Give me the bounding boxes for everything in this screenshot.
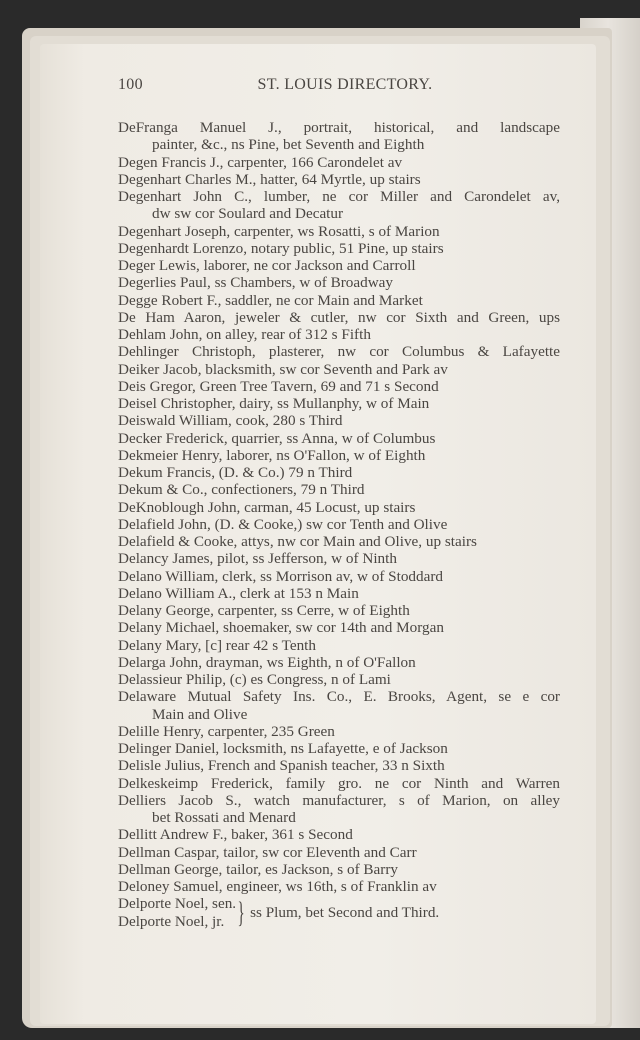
directory-entry: Degenhart Charles M., hatter, 64 Myrtle, up stairs <box>118 170 421 188</box>
directory-entry: Deis Gregor, Green Tree Tavern, 69 and 71 s Second <box>118 377 439 395</box>
bracketed-name: Delporte Noel, sen. <box>118 895 237 913</box>
directory-entry: Dellman Caspar, tailor, sw cor Eleventh and Carr <box>118 843 417 861</box>
directory-entry-continuation: bet Rossati and Menard <box>152 809 296 826</box>
page-number: 100 <box>118 76 143 93</box>
bracketed-entry <box>118 895 560 930</box>
directory-entry: De Ham Aaron, jeweler & cutler, nw cor Sixth and Green, ups <box>118 308 560 326</box>
directory-entry: Dehlinger Christoph, plasterer, nw cor Columbus & Lafayette <box>118 343 560 361</box>
directory-entry: Dehlam John, on alley, rear of 312 s Fifth <box>118 326 371 343</box>
directory-entry: Delany Michael, shoemaker, sw cor 14th and Morgan <box>118 619 444 637</box>
directory-entry: Degenhardt Lorenzo, notary public, 51 Pine, up stairs <box>118 239 444 257</box>
directory-entry: Delisle Julius, French and Spanish teacher, 33 n Sixth <box>118 757 445 775</box>
bracketed-names <box>118 895 236 930</box>
directory-entry: Deisel Christopher, dairy, ss Mullanphy, w of Main <box>118 395 430 412</box>
directory-entry: Deiswald William, cook, 280 s Third <box>118 412 343 430</box>
directory-entry: Dellitt Andrew F., baker, 361 s Second <box>118 826 353 844</box>
directory-entry: Dekmeier Henry, laborer, ns O'Fallon, w of Eighth <box>118 446 426 464</box>
directory-entry: Degenhart John C., lumber, ne cor Miller and Carondelet av, <box>118 188 560 205</box>
page-content <box>118 76 560 930</box>
directory-entry: Delaware Mutual Safety Ins. Co., E. Brooks, Agent, se e cor <box>118 688 560 706</box>
directory-entry: Deger Lewis, laborer, ne cor Jackson and Carroll <box>118 257 416 274</box>
directory-entry: Dekum & Co., confectioners, 79 n Third <box>118 481 365 499</box>
directory-entry: DeKnoblough John, carman, 45 Locust, up stairs <box>118 498 416 516</box>
directory-entry: Degen Francis J., carpenter, 166 Carondelet av <box>118 153 403 171</box>
directory-entry: Delancy James, pilot, ss Jefferson, w of Ninth <box>118 550 397 568</box>
page-title: ST. LOUIS DIRECTORY. <box>257 76 433 93</box>
directory-entry: Delafield & Cooke, attys, nw cor Main and Olive, up stairs <box>118 533 477 550</box>
directory-entry: Degerlies Paul, ss Chambers, w of Broadway <box>118 274 394 292</box>
directory-entry: Delille Henry, carpenter, 235 Green <box>118 722 335 740</box>
directory-entry: Dellman George, tailor, es Jackson, s of Barry <box>118 860 399 878</box>
directory-entry: DeFranga Manuel J., portrait, historical, and landscape <box>118 119 560 136</box>
directory-entry-continuation: Main and Olive <box>152 705 248 723</box>
directory-entry-continuation: dw sw cor Soulard and Decatur <box>152 205 344 223</box>
directory-entry: Delkeskeimp Frederick, family gro. ne cor Ninth and Warren <box>118 774 560 792</box>
directory-entry: Delinger Daniel, locksmith, ns Lafayette, e of Jackson <box>118 740 448 757</box>
directory-entry: Delano William A., clerk at 153 n Main <box>118 584 359 602</box>
running-header <box>118 76 560 106</box>
directory-entry: Delano William, clerk, ss Morrison av, w of Stoddard <box>118 567 444 585</box>
directory-entry: Delany Mary, [c] rear 42 s Tenth <box>118 636 316 654</box>
bracketed-name: Delporte Noel, jr. <box>118 912 225 930</box>
directory-entry: Delassieur Philip, (c) es Congress, n of Lami <box>118 671 391 688</box>
directory-entry: Delafield John, (D. & Cooke,) sw cor Tenth and Olive <box>118 515 448 533</box>
directory-entry: Delany George, carpenter, ss Cerre, w of Eighth <box>118 602 410 619</box>
directory-entry: Decker Frederick, quarrier, ss Anna, w of Columbus <box>118 429 436 447</box>
directory-entry: Deiker Jacob, blacksmith, sw cor Seventh and Park av <box>118 360 448 378</box>
brace-icon: } <box>237 895 245 929</box>
directory-entry: Delarga John, drayman, ws Eighth, n of O'Fallon <box>118 653 416 671</box>
directory-entry: Deloney Samuel, engineer, ws 16th, s of Franklin av <box>118 878 437 895</box>
directory-entry-continuation: painter, &c., ns Pine, bet Seventh and Eighth <box>152 136 425 154</box>
directory-entry: Degge Robert F., saddler, ne cor Main and Market <box>118 291 423 309</box>
directory-entry: Dekum Francis, (D. & Co.) 79 n Third <box>118 464 353 481</box>
bracketed-address: ss Plum, bet Second and Third. <box>250 903 440 921</box>
directory-entry: Delliers Jacob S., watch manufacturer, s of Marion, on alley <box>118 791 560 809</box>
directory-entry: Degenhart Joseph, carpenter, ws Rosatti, s of Marion <box>118 222 440 240</box>
directory-entries <box>118 119 560 895</box>
